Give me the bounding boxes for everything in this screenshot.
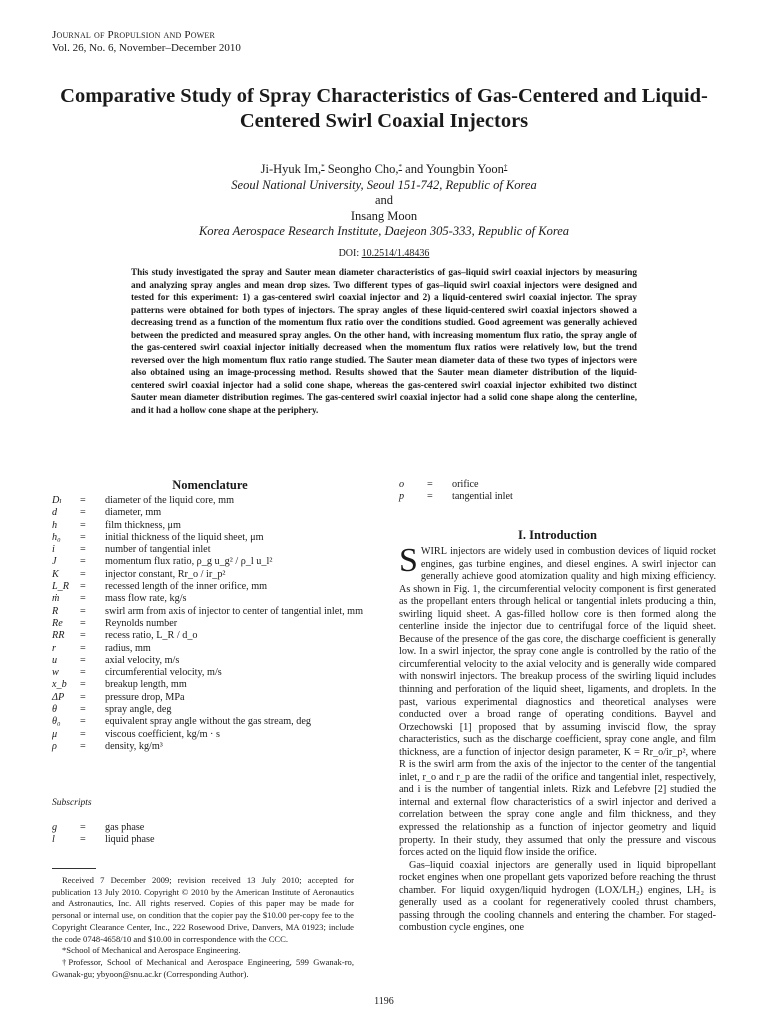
author-3: and Youngbin Yoon xyxy=(405,162,504,176)
author-1: Ji-Hyuk Im, xyxy=(260,162,322,176)
nomenclature-definition: viscous coefficient, kg/m · s xyxy=(105,728,220,740)
nomenclature-row xyxy=(52,495,376,507)
author-separator: and xyxy=(374,193,394,207)
nomenclature-equals: = xyxy=(80,834,86,846)
nomenclature-row xyxy=(52,630,376,642)
nomenclature-equals: = xyxy=(80,667,86,679)
nomenclature-equals: = xyxy=(80,740,86,752)
nomenclature-equals: = xyxy=(80,507,86,519)
nomenclature-definition: Reynolds number xyxy=(105,617,178,629)
nomenclature-definition: circumferential velocity, m/s xyxy=(105,667,222,679)
nomenclature-definition: axial velocity, m/s xyxy=(105,654,180,666)
nomenclature-definition: orifice xyxy=(452,479,479,490)
nomenclature-definition: recess ratio, L_R / d_o xyxy=(105,630,198,642)
nomenclature-row xyxy=(52,593,376,605)
nomenclature-definition: film thickness, μm xyxy=(105,519,181,531)
nomenclature-row xyxy=(399,479,716,491)
doi-label: DOI: xyxy=(338,248,360,259)
nomenclature-equals: = xyxy=(80,630,86,642)
nomenclature-definition: pressure drop, MPa xyxy=(105,691,185,703)
nomenclature-symbol: Dₗ xyxy=(52,495,62,506)
journal-issue: Vol. 26, No. 6, November–December 2010 xyxy=(52,42,241,54)
nomenclature-equals: = xyxy=(80,716,86,728)
nomenclature-equals: = xyxy=(80,691,86,703)
journal-header xyxy=(52,29,241,55)
nomenclature-symbol: r xyxy=(52,642,56,654)
nomenclature-symbol: w xyxy=(52,667,59,679)
nomenclature-symbol: RR xyxy=(52,630,65,642)
subscripts-list xyxy=(52,822,376,847)
nomenclature-row xyxy=(52,532,376,544)
intro-paragraph-2: Gas–liquid coaxial injectors are generally used in liquid bipropellant rocket engines when one propellant gets vaporized before reaching the thrust chamber. For liquid oxygen/liquid hydrogen (LOX/LH₂) engines, LH₂ is generally used as a coolant for regeneratively cooled thrust chambers, passing through the cooling channels and entering the chamber. For staged-combustion cycle engines, one xyxy=(399,859,716,934)
page-number: 1196 xyxy=(374,996,394,1007)
nomenclature-definition: injector constant, Rr_o / ir_p² xyxy=(105,568,226,580)
nomenclature-row xyxy=(52,741,376,753)
nomenclature-equals: = xyxy=(80,519,86,531)
nomenclature-equals: = xyxy=(80,544,86,556)
footnotes xyxy=(52,875,354,980)
section-heading-introduction: I. Introduction xyxy=(518,528,597,542)
nomenclature-symbol: h xyxy=(52,519,58,531)
nomenclature-row xyxy=(52,507,376,519)
nomenclature-definition: recessed length of the inner orifice, mm xyxy=(105,581,268,593)
nomenclature-symbol: ΔP xyxy=(52,691,65,703)
nomenclature-symbol: u xyxy=(52,654,58,666)
nomenclature-equals: = xyxy=(80,605,86,617)
nomenclature-equals: = xyxy=(80,822,86,833)
nomenclature-row xyxy=(52,729,376,741)
nomenclature-row xyxy=(52,544,376,556)
nomenclature-row xyxy=(52,692,376,704)
affiliation-2: Korea Aerospace Research Institute, Daejeon 305-333, Republic of Korea xyxy=(198,224,570,238)
nomenclature-symbol: d xyxy=(52,507,58,519)
nomenclature-symbol: ṁ xyxy=(52,593,60,605)
nomenclature-symbol: p xyxy=(399,491,405,503)
nomenclature-symbol: o xyxy=(399,479,405,490)
nomenclature-row xyxy=(52,704,376,716)
author-4: Insang Moon xyxy=(350,208,418,223)
nomenclature-equals: = xyxy=(80,568,86,580)
nomenclature-definition: momentum flux ratio, ρ_g u_g² / ρ_l u_l² xyxy=(105,556,273,568)
nomenclature-definition: swirl arm from axis of injector to center of tangential inlet, mm xyxy=(105,605,364,617)
nomenclature-definition: gas phase xyxy=(105,822,145,833)
nomenclature-row xyxy=(52,834,376,846)
nomenclature-symbol: K xyxy=(52,568,59,580)
nomenclature-symbol: J xyxy=(52,556,57,568)
intro-lead-word: WIRL xyxy=(420,546,447,557)
nomenclature-symbol: ρ xyxy=(52,740,57,752)
nomenclature-definition: number of tangential inlet xyxy=(105,544,211,556)
nomenclature-row xyxy=(52,520,376,532)
nomenclature-equals: = xyxy=(427,491,433,503)
nomenclature-definition: breakup length, mm xyxy=(105,679,187,691)
subscripts-title: Subscripts xyxy=(52,798,92,808)
nomenclature-row xyxy=(52,569,376,581)
doi-link[interactable]: 10.2514/1.48436 xyxy=(361,248,430,259)
nomenclature-equals: = xyxy=(80,642,86,654)
nomenclature-definition: initial thickness of the liquid sheet, μm xyxy=(105,531,264,543)
abstract: This study investigated the spray and Sauter mean diameter characteristics of gas–liquid swirl coaxial injectors by measuring and analyzing spray angles and mean drop sizes. Two different types of gas–liquid swirl coaxial injectors were designed and tested for this experiment: 1) a gas-centered swirl coaxial injector and 2) a liquid-centered swirl coaxial injector. The spray patterns were obtained for both types of injectors. The spray angles of these liquid-centered swirl coaxial injectors showed a decreasing trend as a function of the momentum flux ratio over the conditions studied. Good agreement was generally achieved between the predicted and measured spray angles. On the other hand, with increasing momentum flux ratio, the spray angle of the gas-centered swirl coaxial injector initially decreased when the momentum flux ratios were relatively low, but the trend reversed over the high momentum flux ratio range studied. The Sauter mean diameter data of these two types of injectors were also obtained using an image-processing method. Results showed that the Sauter mean diameter distribution of the liquid-centered swirl coaxial injector had a solid cone shape, whereas the gas-centered swirl coaxial injector exhibited two distinct Sauter mean diameter distribution regimes. The gas-centered swirl coaxial injector had a solid cone shape along the centerline, and it had a hollow cone shape at the periphery. xyxy=(131,267,637,416)
nomenclature-row xyxy=(52,716,376,728)
nomenclature-definition: equivalent spray angle without the gas stream, deg xyxy=(105,716,311,728)
nomenclature-row xyxy=(52,679,376,691)
nomenclature-definition: mass flow rate, kg/s xyxy=(105,593,187,605)
nomenclature-definition: liquid phase xyxy=(105,834,155,846)
nomenclature-symbol: θ xyxy=(52,704,58,716)
nomenclature-symbol: R xyxy=(52,605,59,617)
nomenclature-row xyxy=(52,606,376,618)
nomenclature-equals: = xyxy=(80,581,86,593)
nomenclature-definition: tangential inlet xyxy=(452,491,513,503)
author-1-footnote-link[interactable]: * xyxy=(321,163,325,171)
nomenclature-definition: density, kg/m³ xyxy=(105,740,163,752)
nomenclature-row xyxy=(399,491,716,503)
nomenclature-symbol: L_R xyxy=(52,581,69,593)
author-3-footnote-link[interactable]: † xyxy=(503,163,508,171)
nomenclature-definition: radius, mm xyxy=(105,642,151,654)
nomenclature-symbol: μ xyxy=(52,728,58,740)
nomenclature-row xyxy=(52,822,376,834)
nomenclature-equals: = xyxy=(80,728,86,740)
journal-name: Journal of Propulsion and Power xyxy=(52,29,216,41)
nomenclature-title: Nomenclature xyxy=(172,478,248,492)
nomenclature-definition: diameter of the liquid core, mm xyxy=(105,495,235,506)
footnote-received: Received 7 December 2009; revision received 13 July 2010; accepted for publication 13 July 2010. Copyright © 2010 by the American Institute of Aeronautics and Astronautics, Inc. All rights reserved. Copies of this paper may be made for personal or internal use, on condition that the copier pay the $10.00 per-copy fee to the Copyright Clearance Center, Inc., 222 Rosewood Drive, Danvers, MA 01923; include the code 0748-4658/10 and $10.00 in correspondence with the CCC. xyxy=(52,875,354,944)
nomenclature-equals: = xyxy=(80,617,86,629)
nomenclature-symbol: h₀ xyxy=(52,531,61,543)
drop-cap: S xyxy=(399,542,418,579)
footnote-rule xyxy=(52,868,96,869)
nomenclature-symbol: θ₀ xyxy=(52,716,61,728)
nomenclature-row xyxy=(52,655,376,667)
nomenclature-symbol: Re xyxy=(52,617,63,629)
nomenclature-symbol: g xyxy=(52,822,58,833)
subscripts-list-continued xyxy=(399,479,716,504)
nomenclature-row xyxy=(52,556,376,568)
affiliation-1: Seoul National University, Seoul 151-742, Republic of Korea xyxy=(231,177,537,192)
nomenclature-row xyxy=(52,581,376,593)
nomenclature-equals: = xyxy=(80,495,86,506)
footnote-2: †Professor, School of Mechanical and Aerospace Engineering, 599 Gwanak-ro, Gwanak-gu; ybyoon@snu.ac.kr (Corresponding Author). xyxy=(52,956,354,979)
nomenclature-equals: = xyxy=(427,479,433,490)
nomenclature-list xyxy=(52,495,376,753)
nomenclature-equals: = xyxy=(80,704,86,716)
introduction-body xyxy=(399,542,716,935)
nomenclature-row xyxy=(52,667,376,679)
nomenclature-row xyxy=(52,643,376,655)
paper-title: Comparative Study of Spray Characteristics of Gas-Centered and Liquid-Centered Swirl Coaxial Injectors xyxy=(60,85,708,132)
author-block xyxy=(60,160,708,240)
nomenclature-equals: = xyxy=(80,679,86,691)
doi-line xyxy=(60,248,708,259)
author-2: Seongho Cho, xyxy=(327,162,399,176)
nomenclature-equals: = xyxy=(80,531,86,543)
nomenclature-equals: = xyxy=(80,556,86,568)
nomenclature-definition: spray angle, deg xyxy=(105,704,172,716)
author-2-footnote-link[interactable]: * xyxy=(398,163,403,171)
nomenclature-row xyxy=(52,618,376,630)
nomenclature-equals: = xyxy=(80,654,86,666)
nomenclature-definition: diameter, mm xyxy=(105,507,162,519)
footnote-1: *School of Mechanical and Aerospace Engineering. xyxy=(62,945,241,956)
nomenclature-symbol: i xyxy=(52,544,55,556)
nomenclature-equals: = xyxy=(80,593,86,605)
nomenclature-symbol: l xyxy=(52,834,55,846)
nomenclature-symbol: x_b xyxy=(52,679,67,691)
intro-paragraph-1: injectors are widely used in combustion devices of liquid rocket engines, gas turbine engines, and diesel engines. A swirl injector can generally achieve good atomization quality and high mixing efficiency. As shown in Fig. 1, the circumferential velocity component is first generated as the propellant enters through helical or tangential inlets producing a thin, swirling liquid sheet. A gas-filled hollow core is then formed along the centerline inside the injector due to centrifugal force of the liquid sheet. Because of the presence of the gas core, the discharge coefficient is generally low. In a swirl injector, the spray cone angle is controlled by the ratio of the circumferential velocity to the axial velocity and is generally wide compared with nonswirl injectors. The breakup process of the swirling liquid includes thinning and perforation of the liquid sheet, ligaments, and droplets. In the past, various experimental diagnostics and theoretical analyses were conducted over a broad range of operating conditions. Bayvel and Orzechowski [1] proposed that by assuming inviscid flow, the spray characteristics, such as the discharge coefficient, spray cone angle, and film thickness, are a function of injector design parameter, K = Rr_o/ir_p², where R is the swirl arm from the axis of the injector to the center of the tangential inlet, r_o and r_p are the radii of the orifice and tangential inlet, respectively, and i is the number of tangential inlets. Rizk and Lefebvre [2] studied the internal and external flow characteristics of a swirl injector and derived a correlation between the spray cone angle and film thickness, and they expressed the relationship as a function of injector geometry and liquid property. In their study, they assumed that only the pressure and viscous forces acted on the liquid flow inside the orifice. xyxy=(399,546,716,859)
